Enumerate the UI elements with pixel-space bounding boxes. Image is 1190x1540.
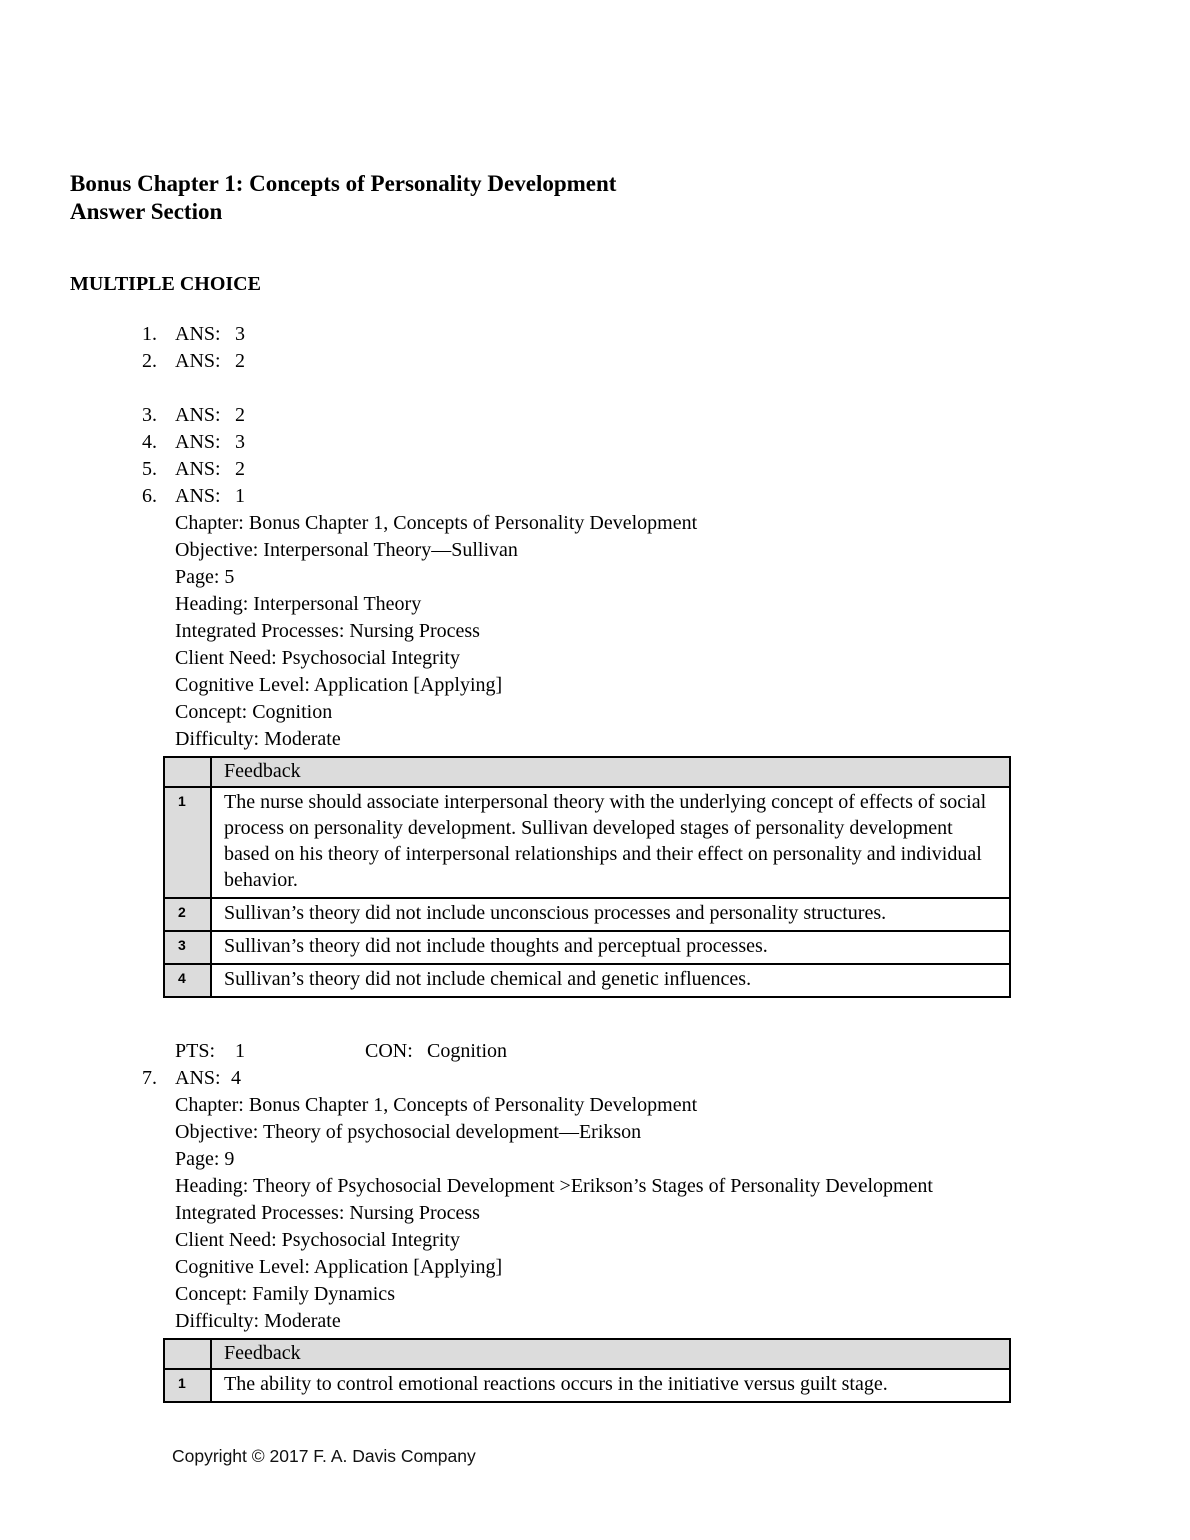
question-7-block [142,1065,1130,1403]
feedback-option-text: The ability to control emotional reactions occurs in the initiative versus guilt stage. [211,1369,1010,1402]
question-number: 7. [142,1067,157,1089]
feedback-header-row [164,1339,1010,1369]
chapter-title: Bonus Chapter 1: Concepts of Personality Development [70,171,617,196]
feedback-option-text: Sullivan’s theory did not include thoughts and perceptual processes. [211,931,1010,964]
feedback-option-text: The nurse should associate interpersonal theory with the underlying concept of effects of social process on personality development. Sullivan developed stages of personality development based on his theory of interpersonal relationships and their effect on personality and individual behavior. [211,787,1010,898]
feedback-option-text: Sullivan’s theory did not include chemical and genetic influences. [211,964,1010,997]
feedback-header-cell: Feedback [211,1339,1010,1369]
feedback-row-2 [164,898,1010,931]
pts-value: 1 [235,1040,245,1062]
question-6-details [175,510,1130,753]
feedback-option-number: 2 [164,898,211,931]
detail-chapter: Chapter: Bonus Chapter 1, Concepts of Personality Development [175,512,698,534]
feedback-number-header-cell [164,1339,211,1369]
answer-row-1 [142,321,1130,348]
answer-value: 1 [235,485,245,507]
copyright-footer: Copyright © 2017 F. A. Davis Company [172,1446,476,1466]
question-6-block [142,483,1130,1065]
answer-label: ANS: [175,431,221,453]
answer-row-6 [142,483,1130,510]
feedback-number-header-cell [164,757,211,787]
feedback-option-number: 1 [164,1369,211,1402]
detail-cognitive-level: Cognitive Level: Application [Applying] [175,674,503,696]
pts-label: PTS: [175,1040,216,1062]
feedback-header-cell: Feedback [211,757,1010,787]
feedback-table-q7 [163,1338,1011,1403]
answer-row-3 [142,402,1130,429]
answer-label: ANS: [175,1067,221,1089]
answer-section-subtitle: Answer Section [70,199,223,224]
points-row [175,1038,1130,1065]
answer-label: ANS: [175,350,221,372]
feedback-option-number: 3 [164,931,211,964]
answer-value: 3 [235,323,245,345]
answer-label: ANS: [175,485,221,507]
detail-difficulty: Difficulty: Moderate [175,728,341,750]
detail-client-need: Client Need: Psychosocial Integrity [175,1229,460,1251]
con-label: CON: [365,1040,413,1062]
answer-value: 2 [235,404,245,426]
feedback-header-row [164,757,1010,787]
blank-line [142,375,1130,402]
detail-client-need: Client Need: Psychosocial Integrity [175,647,460,669]
detail-heading: Heading: Interpersonal Theory [175,593,422,615]
answer-label: ANS: [175,323,221,345]
question-number: 1. [142,323,157,345]
feedback-table-q6 [163,756,1011,998]
feedback-option-number: 1 [164,787,211,898]
detail-objective: Objective: Interpersonal Theory—Sullivan [175,539,518,561]
answer-row-7 [142,1065,1130,1092]
feedback-option-number: 4 [164,964,211,997]
answer-value: 2 [235,458,245,480]
feedback-row-4 [164,964,1010,997]
answer-list [142,321,1130,1403]
detail-page: Page: 5 [175,566,235,588]
answer-label: ANS: [175,404,221,426]
detail-objective: Objective: Theory of psychosocial development—Erikson [175,1121,642,1143]
answer-label: ANS: [175,458,221,480]
answer-value: 4 [231,1067,241,1089]
question-number: 2. [142,350,157,372]
feedback-row-1 [164,787,1010,898]
answer-value: 3 [235,431,245,453]
detail-heading: Heading: Theory of Psychosocial Development >Erikson’s Stages of Personality Development [175,1175,933,1197]
detail-integrated-processes: Integrated Processes: Nursing Process [175,1202,480,1224]
detail-page: Page: 9 [175,1148,235,1170]
question-7-details [175,1092,1130,1335]
detail-chapter: Chapter: Bonus Chapter 1, Concepts of Personality Development [175,1094,698,1116]
document-title [70,170,1130,226]
question-number: 3. [142,404,157,426]
detail-cognitive-level: Cognitive Level: Application [Applying] [175,1256,503,1278]
feedback-row-3 [164,931,1010,964]
answer-value: 2 [235,350,245,372]
question-number: 4. [142,431,157,453]
multiple-choice-heading: MULTIPLE CHOICE [70,273,261,295]
question-number: 5. [142,458,157,480]
detail-integrated-processes: Integrated Processes: Nursing Process [175,620,480,642]
answer-row-2 [142,348,1130,375]
answer-row-4 [142,429,1130,456]
feedback-row-1 [164,1369,1010,1402]
detail-concept: Concept: Family Dynamics [175,1283,395,1305]
feedback-option-text: Sullivan’s theory did not include unconscious processes and personality structures. [211,898,1010,931]
question-number: 6. [142,485,157,507]
answer-row-5 [142,456,1130,483]
con-value: Cognition [427,1040,508,1062]
detail-concept: Concept: Cognition [175,701,333,723]
detail-difficulty: Difficulty: Moderate [175,1310,341,1332]
